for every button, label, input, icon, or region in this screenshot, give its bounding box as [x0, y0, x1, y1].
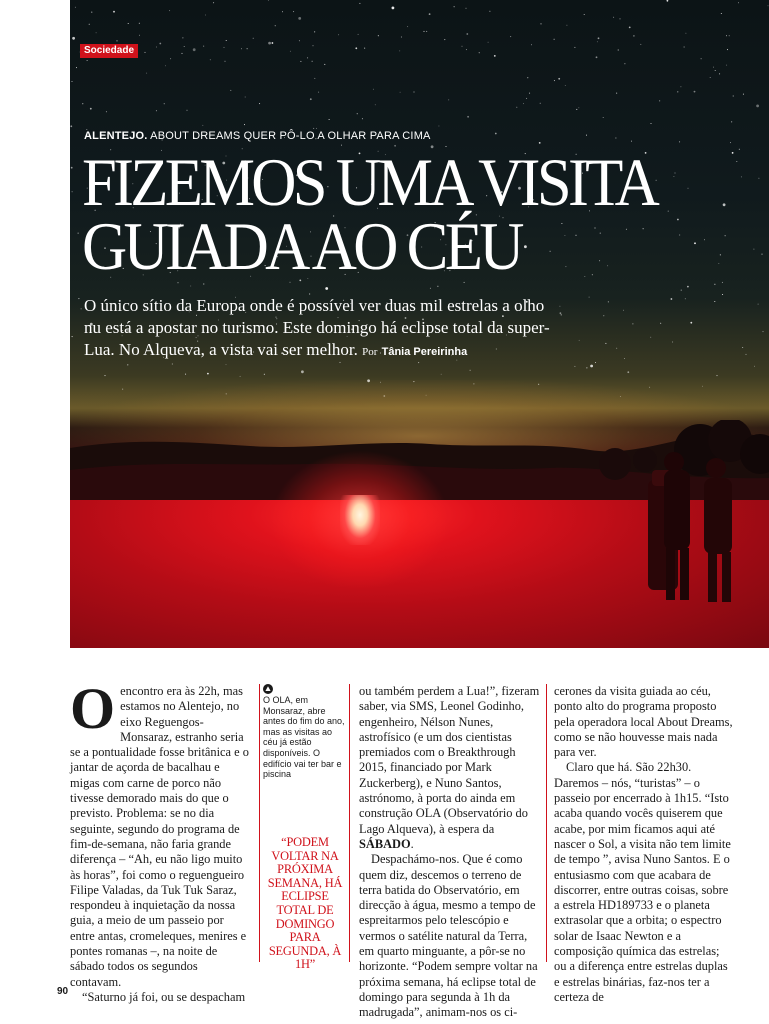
star: [203, 46, 204, 47]
star: [624, 358, 625, 359]
star: [362, 118, 363, 119]
star: [400, 92, 401, 93]
star: [89, 24, 90, 25]
headline-line2: GUIADA AO CÉU: [82, 208, 521, 284]
star: [590, 365, 593, 368]
star: [240, 376, 241, 377]
star: [722, 294, 723, 295]
star: [106, 111, 107, 112]
star: [633, 35, 635, 37]
star: [597, 41, 598, 42]
star: [82, 103, 83, 104]
star: [164, 103, 165, 104]
headline-line1: FIZEMOS UMA VISITA: [82, 144, 657, 220]
star: [659, 100, 660, 101]
star: [756, 105, 759, 108]
star: [738, 2, 739, 3]
star: [531, 44, 532, 45]
star: [293, 11, 294, 12]
star: [620, 18, 621, 19]
star: [579, 340, 580, 341]
deck-text: O único sítio da Europa onde é possível ver duas mil estrelas a olho nu está a apostar no turismo. Este domingo há eclipse total da super-Lua. No Alqueva, a vista vai ser melhor.: [84, 296, 550, 359]
triangle-up-icon: [263, 684, 273, 694]
star: [680, 86, 681, 87]
star: [726, 65, 727, 66]
star: [727, 49, 728, 50]
star: [616, 348, 617, 349]
star: [574, 47, 575, 48]
star: [210, 59, 211, 60]
star: [426, 31, 427, 32]
star: [146, 73, 147, 74]
star: [113, 11, 115, 13]
star: [584, 14, 585, 15]
star: [230, 90, 231, 91]
star: [558, 78, 560, 80]
star: [259, 103, 260, 104]
star: [245, 97, 246, 98]
article-text-end: .: [410, 836, 414, 851]
star: [414, 92, 415, 93]
star: [495, 133, 497, 135]
star: [687, 286, 689, 288]
column-divider: [349, 684, 350, 962]
star: [729, 35, 730, 36]
star: [213, 2, 214, 3]
star: [81, 308, 82, 309]
star: [731, 121, 732, 122]
star: [205, 15, 206, 16]
star: [467, 116, 469, 118]
star: [466, 8, 467, 9]
star: [574, 366, 575, 367]
star: [225, 61, 226, 62]
star: [290, 51, 291, 52]
star: [523, 103, 524, 104]
star: [615, 138, 616, 139]
star: [651, 123, 652, 124]
star: [313, 128, 314, 129]
star: [603, 315, 604, 316]
star: [701, 58, 702, 59]
byline-prefix: Por: [362, 346, 378, 358]
star: [117, 40, 118, 41]
star: [742, 347, 743, 348]
star: [694, 242, 696, 244]
star: [578, 107, 579, 108]
star: [139, 23, 140, 24]
star: [193, 48, 196, 51]
star: [763, 331, 764, 332]
star: [554, 80, 555, 81]
star: [741, 176, 742, 177]
star: [516, 107, 517, 108]
star: [488, 42, 489, 43]
star: [78, 233, 79, 234]
star: [715, 70, 716, 71]
star: [241, 48, 242, 49]
star: [105, 375, 106, 376]
magazine-name: SÁBADO: [359, 836, 411, 851]
star: [733, 96, 734, 97]
star: [623, 310, 624, 311]
star: [312, 61, 313, 62]
star: [672, 342, 673, 343]
star: [338, 34, 339, 35]
star: [156, 110, 157, 111]
star: [746, 354, 747, 355]
star: [314, 31, 315, 32]
star: [202, 125, 203, 126]
star: [660, 323, 661, 324]
star: [527, 77, 528, 78]
star: [510, 36, 511, 37]
star: [75, 7, 76, 8]
star: [725, 235, 726, 236]
star: [566, 25, 567, 26]
article-paragraph: “Saturno já foi, ou se despacham: [82, 989, 246, 1004]
star: [768, 5, 769, 6]
star: [560, 312, 562, 314]
star: [438, 126, 439, 127]
star: [489, 11, 490, 12]
star: [226, 40, 227, 41]
star: [762, 254, 763, 255]
star: [454, 6, 455, 7]
star: [603, 117, 604, 118]
star: [685, 298, 686, 299]
star: [275, 25, 276, 26]
star: [704, 239, 705, 240]
star: [685, 33, 686, 34]
star: [127, 364, 128, 365]
star: [529, 93, 530, 94]
star: [586, 135, 587, 136]
star: [172, 364, 173, 365]
page-number: 90: [57, 986, 69, 997]
star: [359, 3, 360, 4]
column-divider: [259, 684, 260, 962]
star: [253, 38, 254, 39]
star: [739, 149, 740, 150]
star: [364, 48, 365, 49]
star: [378, 35, 379, 36]
star: [576, 109, 577, 110]
star: [754, 366, 755, 367]
star: [605, 343, 606, 344]
star: [299, 40, 300, 41]
star: [282, 11, 283, 12]
star: [667, 0, 669, 2]
star: [613, 17, 614, 18]
star: [694, 91, 696, 93]
star: [207, 373, 209, 375]
star: [268, 0, 269, 1]
star: [758, 304, 759, 305]
kicker-text: ABOUT DREAMS QUER PÔ-LO A OLHAR PARA CIMA: [147, 130, 431, 142]
star: [71, 167, 73, 169]
article-paragraph: cerones da visita guiada ao céu, ponto alto do programa proposto pela operadora local About Dreams, como se não houvesse mais nada para ver.: [554, 684, 733, 760]
star: [595, 362, 596, 363]
star: [87, 60, 88, 61]
section-tag: Sociedade: [80, 44, 138, 58]
star: [329, 119, 330, 120]
star: [313, 45, 314, 46]
star: [301, 370, 304, 373]
star: [169, 10, 170, 11]
star: [608, 301, 609, 302]
star: [690, 322, 692, 324]
article-paragraph: Despachámo-nos. Que é como quem diz, descemos o terreno de terra batida do Observatório, em direcção à água, mesmo a tempo de espreitarmos pelo telescópio e vermos o satélite natural da Terra, em quarto minguante, a pôr-se no horizonte. “Podem sempre voltar na próxima semana, há eclipse total de domingo para segunda à 1h da madrugada”, animam-nos os ci-: [359, 852, 538, 1020]
star: [684, 47, 685, 48]
article-paragraph: [70, 676, 250, 990]
star: [719, 73, 720, 74]
star: [247, 48, 248, 49]
star: [325, 287, 328, 290]
star: [170, 58, 171, 59]
star: [187, 110, 188, 111]
star: [596, 56, 598, 58]
star: [244, 124, 245, 125]
byline-name: Tânia Pereirinha: [381, 346, 468, 358]
deck: [84, 295, 554, 363]
star: [72, 37, 75, 40]
star: [470, 370, 471, 371]
star: [78, 298, 79, 299]
star: [494, 55, 496, 57]
star: [631, 141, 632, 142]
star: [76, 67, 77, 68]
star: [185, 374, 186, 375]
star: [429, 13, 431, 15]
star: [165, 65, 166, 66]
star: [632, 323, 633, 324]
star: [561, 314, 562, 315]
star: [743, 94, 744, 95]
star: [318, 92, 319, 93]
article-column-3: [359, 684, 541, 1021]
star: [624, 63, 625, 64]
star: [300, 61, 301, 62]
star: [72, 336, 73, 337]
star: [355, 47, 357, 49]
star: [681, 290, 682, 291]
star: [298, 17, 301, 20]
pull-quote: “PODEM VOLTAR NA PRÓXIMA SEMANA, HÁ ECLIPSE TOTAL DE DOMINGO PARA SEGUNDA, À 1H”: [267, 835, 343, 972]
star: [444, 39, 445, 40]
article-column-1: [70, 676, 250, 1005]
star: [96, 32, 97, 33]
star: [70, 125, 72, 127]
dropcap: O: [70, 676, 116, 741]
star: [559, 306, 560, 307]
star: [272, 42, 274, 44]
star: [441, 374, 442, 375]
star: [758, 178, 759, 179]
article-paragraph: [359, 684, 541, 852]
star: [714, 284, 715, 285]
star: [373, 89, 374, 90]
star: [722, 282, 723, 283]
article-text: ou também perdem a Lua!”, fizeram saber, via SMS, Leonel Godinho, engenheiro, Nélson Nunes, astrofísico (e um dos cientistas premiados com o Breakthrough 2015, financiado por Mark Zuckerberg), e Nuno Santos, astrónomo, à porta do ainda em construção OLA (Observatório do Lago Alqueva), à espera da: [359, 684, 540, 836]
star: [310, 98, 312, 100]
star: [629, 27, 631, 29]
star: [598, 37, 600, 39]
star: [723, 203, 726, 206]
star: [226, 364, 227, 365]
star: [399, 50, 400, 51]
star: [466, 49, 467, 50]
kicker: [84, 130, 431, 142]
star: [526, 98, 527, 99]
star: [375, 104, 376, 105]
photo-caption: [263, 684, 345, 780]
star: [730, 142, 731, 143]
star: [424, 31, 425, 32]
star: [732, 152, 734, 154]
star: [650, 337, 651, 338]
star: [224, 47, 225, 48]
star: [640, 44, 641, 45]
star: [618, 50, 619, 51]
star: [554, 39, 555, 40]
star: [736, 161, 737, 162]
star: [90, 108, 92, 110]
star: [182, 53, 183, 54]
star: [268, 42, 271, 45]
star: [72, 191, 73, 192]
star: [72, 81, 73, 82]
star: [726, 35, 727, 36]
star: [392, 7, 395, 10]
star: [616, 93, 617, 94]
star: [679, 141, 680, 142]
star: [184, 46, 185, 47]
article-text: encontro era às 22h, mas estamos no Alentejo, no eixo Reguengos-Monsaraz, estranho seria se a pontualidade fosse britânica e o jantar de açorda de bacalhau e migas com carne de porco não tivesse demorado mais do que o previsto. Problema: se no dia seguinte, segundo do programa de fim-de-semana, não faria grande diferença – “Ah, eu não ligo muito às horas”, foi como o reguengueiro Filipe Valadas, da Tuk Tuk Saraz, respondeu à inquietação da nossa guia, a meio de um passeio por entre antas, cromeleques, menires e pontes romanas –, na noite de sábado todos os segundos contavam.: [70, 684, 249, 989]
headline: [82, 144, 689, 284]
star: [430, 288, 431, 289]
star: [541, 23, 542, 24]
star: [264, 374, 265, 375]
star: [307, 57, 308, 58]
star: [190, 286, 191, 287]
star: [710, 77, 711, 78]
star: [437, 286, 438, 287]
star: [720, 254, 721, 255]
star: [139, 35, 140, 36]
caption-text: O OLA, em Monsaraz, abre antes do fim do ano, mas as visitas ao céu já estão disponíveis. O edifício vai ter bar e piscina: [263, 695, 345, 780]
article-column-4: [554, 684, 734, 1005]
star: [713, 67, 714, 68]
star: [357, 113, 358, 114]
star: [128, 23, 129, 24]
star: [91, 12, 92, 13]
people-with-telescope: [630, 440, 769, 610]
star: [314, 78, 315, 79]
star: [627, 371, 629, 373]
star: [466, 33, 468, 35]
star: [721, 13, 722, 14]
star: [407, 26, 408, 27]
star: [324, 64, 325, 65]
column-divider: [546, 684, 547, 962]
red-lamp: [340, 495, 380, 545]
star: [479, 52, 480, 53]
article-paragraph: Claro que há. São 22h30. Daremos – nós, “turistas” – o passeio por encerrado à 1h15. “Isto acaba quando vocês quiserem que acabe, por mim ficamos aqui até nascer o Sol, a visita não tem limite de tempo ”, avisa Nuno Santos. E o entusiasmo com que acabara de discorrer, entre outras coisas, sobre a estrela HD189733 e o planeta extrasolar que a orbita; o espectro solar de Isaac Newton e a composição química das estrelas; ou a diferença entre estrelas duplas e estrelas binárias, faz-nos ter a certeza de: [554, 760, 731, 1004]
star: [448, 99, 449, 100]
star: [316, 128, 317, 129]
star: [717, 375, 718, 376]
star: [145, 52, 146, 53]
kicker-strong: ALENTEJO.: [84, 130, 148, 142]
star: [718, 263, 719, 264]
star: [182, 37, 183, 38]
star: [586, 367, 587, 368]
star: [156, 47, 157, 48]
star: [565, 85, 566, 86]
star: [159, 43, 161, 45]
star: [714, 301, 715, 302]
star: [677, 91, 678, 92]
star: [589, 297, 590, 298]
hero-photo: [70, 0, 769, 648]
star: [753, 249, 754, 250]
star: [358, 34, 359, 35]
star: [462, 46, 463, 47]
star: [401, 37, 402, 38]
star: [671, 298, 673, 300]
star: [540, 103, 541, 104]
